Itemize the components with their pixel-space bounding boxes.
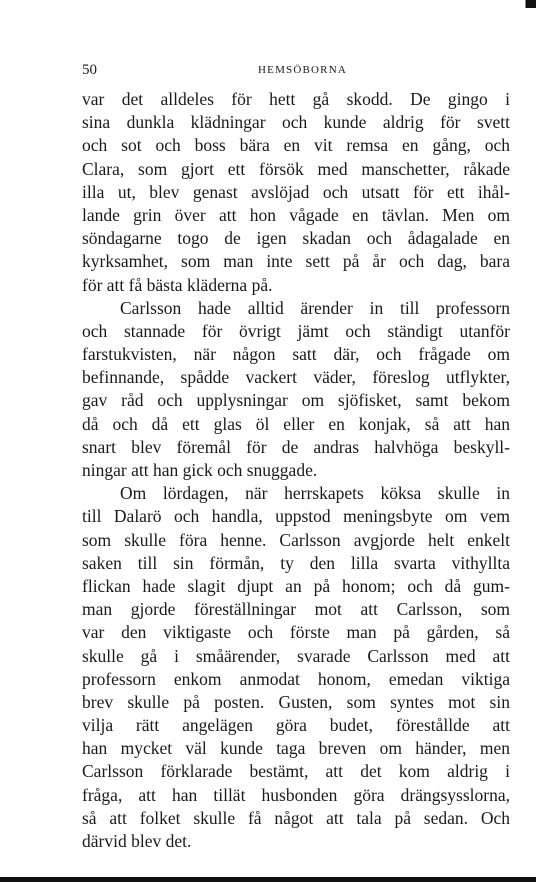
text-line: brev skulle på posten. Gusten, som syntes mot sin (82, 691, 510, 712)
text-line: så att folket skulle få något att tala på sedan. Och (82, 807, 510, 828)
text-line: illa ut, blev genast avslöjad och utsatt för ett ihål- (82, 181, 510, 202)
text-line: var det alldeles för hett gå skodd. De gingo i (82, 89, 510, 109)
text-line: och stannade för övrigt jämt och ständigt utanför (82, 320, 510, 341)
paragraph-end-line: för att få bästa kläderna på. (82, 274, 273, 295)
text-line: fråga, att han tillät husbonden göra drängsysslorna, (82, 784, 510, 805)
running-head: HEMSÖBORNA (258, 64, 348, 76)
text-line: lande grin över att hon vågade en tävlan. Men om (82, 204, 510, 225)
text-line: sina dunkla klädningar och kunde aldrig för svett (82, 112, 510, 133)
text-line: vilja rätt angelägen göra budet, förestållde att (82, 715, 510, 736)
paragraph-start-line: Om lördagen, när herrskapets köksa skulle in (120, 483, 510, 504)
page-header (82, 62, 510, 78)
text-line: farstukvisten, när någon satt där, och frågade om (82, 344, 510, 365)
paragraph-start-line: Carlsson hade alltid ärender in till professorn (120, 297, 510, 318)
text-line: man gjorde föreställningar mot att Carlsson, som (82, 599, 510, 620)
text-line: flickan hade slagit djupt an på honom; och då gum- (82, 575, 510, 596)
text-line: gav råd och upplysningar om sjöfisket, samt bekom (82, 390, 510, 411)
text-line: var den viktigaste och förste man på gården, så (82, 622, 510, 643)
scan-edge-top (0, 0, 536, 8)
body-text (82, 88, 510, 853)
text-line: söndagarne togo de igen skadan och ådagalade en (82, 228, 510, 249)
text-line: Clara, som gjort ett försök med manschetter, råkade (82, 158, 510, 179)
text-line: till Dalarö och handla, uppstod meningsbyte om vem (82, 506, 510, 527)
text-line: som skulle föra henne. Carlsson avgjorde helt enkelt (82, 529, 510, 550)
text-line: befinnande, spådde vackert väder, föreslog utflykter, (82, 367, 510, 388)
text-line: saken till sin förmån, ty den lilla svarta vithyllta (82, 552, 510, 573)
text-line: snart blev föremål för de andras halvhöga beskyll- (82, 436, 510, 457)
text-line: han mycket väl kunde taga breven om händer, men (82, 738, 510, 759)
text-line: kyrksamhet, som man inte sett på år och dag, bara (82, 251, 510, 272)
paragraph-end-line: därvid blev det. (82, 831, 192, 851)
text-line: då och då ett glas öl eller en konjak, så att han (82, 413, 510, 434)
scan-edge-bottom (0, 877, 536, 882)
page-number: 50 (82, 62, 97, 78)
text-line: skulle gå i småärender, svarade Carlsson med att (82, 645, 510, 666)
text-line: professorn enkom anmodat honom, emedan viktiga (82, 668, 510, 689)
text-line: Carlsson förklarade bestämt, att det kom aldrig i (82, 761, 510, 782)
text-line: och sot och boss bära en vit remsa en gång, och (82, 135, 510, 156)
paragraph-end-line: ningar att han gick och snuggade. (82, 460, 318, 480)
